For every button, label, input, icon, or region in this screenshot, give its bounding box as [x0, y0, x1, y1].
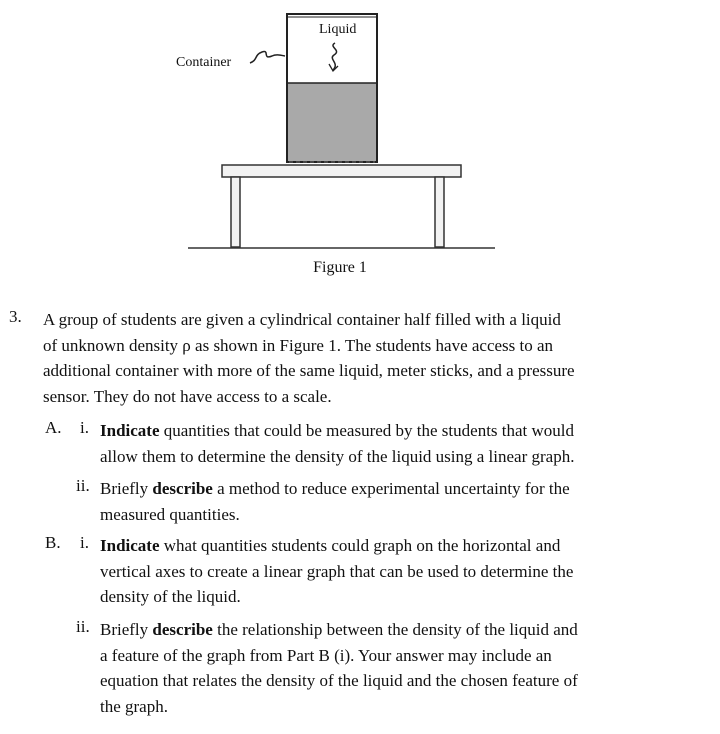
text: a method to reduce experimental uncertainty for the: [212, 479, 570, 498]
part-a-i-text: [100, 418, 660, 469]
container-pointer: [250, 51, 285, 63]
text: allow them to determine the density of the liquid using a linear graph.: [100, 446, 575, 466]
text: the graph.: [100, 696, 168, 716]
liquid-pointer: [332, 43, 336, 70]
stem-line: A group of students are given a cylindrical container half filled with a liquid: [43, 310, 561, 329]
label-liquid: Liquid: [319, 22, 357, 37]
part-b-ii-number: ii.: [76, 617, 90, 636]
text: density of the liquid.: [100, 587, 241, 606]
part-a-ii-number: ii.: [76, 476, 90, 495]
verb-indicate: Indicate: [100, 421, 160, 440]
text: what quantities students could graph on the horizontal and: [159, 536, 561, 555]
text: Briefly: [100, 620, 153, 639]
part-b-i-text: [100, 533, 660, 610]
part-a-label: A.: [45, 418, 62, 437]
text: equation that relates the density of the liquid and the chosen feature of: [100, 671, 578, 690]
verb-describe: describe: [152, 479, 213, 498]
text: vertical axes to create a linear graph that can be used to determine the: [100, 561, 574, 581]
stem-line: additional container with more of the same liquid, meter sticks, and a pressure: [43, 361, 575, 380]
text: a feature of the graph from Part B (i). Your answer may include an: [100, 645, 552, 665]
text: quantities that could be measured by the students that would: [159, 421, 575, 440]
part-b-label: B.: [45, 533, 61, 552]
table-top: [222, 165, 461, 177]
part-b-i-number: i.: [80, 533, 89, 552]
part-b-ii-text: [100, 617, 660, 719]
figure-caption: Figure 1: [313, 259, 367, 276]
part-a-ii-text: [100, 476, 660, 527]
verb-indicate: Indicate: [100, 536, 160, 555]
text: the relationship between the density of the liquid and: [212, 620, 578, 639]
text: Briefly: [100, 479, 153, 498]
verb-describe: describe: [152, 620, 213, 639]
liquid-fill: [288, 83, 376, 161]
label-container: Container: [176, 55, 232, 70]
table-leg-right: [435, 177, 444, 247]
question-number: 3.: [9, 307, 22, 326]
stem-line: of unknown density ρ as shown in Figure 1. The students have access to an: [43, 335, 554, 355]
text: measured quantities.: [100, 504, 240, 524]
stem-line: sensor. They do not have access to a scale.: [43, 386, 332, 406]
figure-1-diagram: [0, 0, 720, 300]
table-leg-left: [231, 177, 240, 247]
question-stem: [43, 307, 683, 409]
liquid-pointer-arrow: [329, 64, 338, 71]
part-a-i-number: i.: [80, 418, 89, 437]
